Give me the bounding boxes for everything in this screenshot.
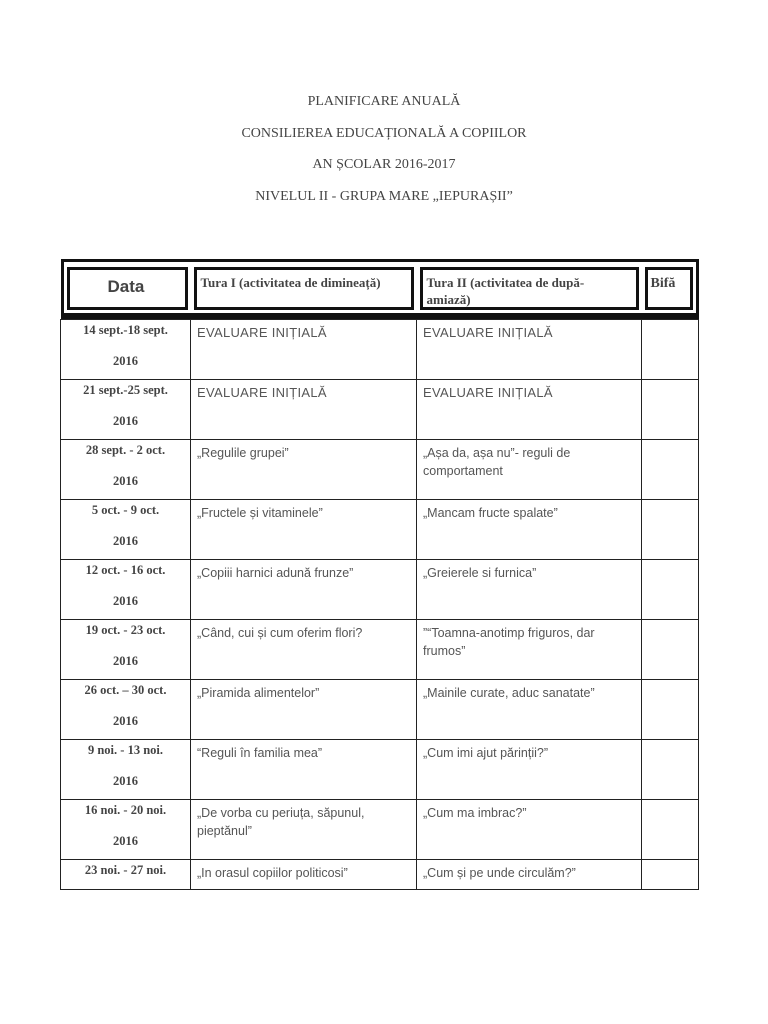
document-title: PLANIFICARE ANUALĂ — [307, 94, 461, 109]
tura1-cell: EVALUARE INIȚIALĂ — [191, 380, 417, 440]
table-row — [61, 380, 699, 440]
tura1-cell: „Regulile grupei” — [191, 440, 417, 500]
date-cell — [61, 740, 191, 800]
column-header-data: Data — [107, 277, 145, 296]
date-year: 2016 — [113, 414, 138, 428]
date-year: 2016 — [113, 354, 138, 368]
date-cell — [61, 680, 191, 740]
date-year: 2016 — [113, 774, 138, 788]
bifa-cell — [642, 500, 699, 560]
date-year: 2016 — [113, 714, 138, 728]
tura2-cell: ”“Toamna-anotimp friguros, dar frumos” — [417, 620, 642, 680]
header-cell-bifa — [642, 259, 699, 320]
header-cell-tura2 — [417, 259, 642, 320]
date-range: 9 noi. - 13 noi. — [87, 743, 163, 757]
school-year: AN ȘCOLAR 2016-2017 — [312, 157, 456, 172]
date-year: 2016 — [113, 654, 138, 668]
table-row — [61, 320, 699, 380]
table-row — [61, 740, 699, 800]
date-cell — [61, 440, 191, 500]
bifa-cell — [642, 860, 699, 890]
date-cell — [61, 380, 191, 440]
column-header-tura1: Tura I (activitatea de dimineață) — [200, 275, 381, 290]
bifa-cell — [642, 380, 699, 440]
date-cell — [61, 500, 191, 560]
bifa-cell — [642, 320, 699, 380]
date-range: 12 oct. - 16 oct. — [85, 563, 166, 577]
document-header — [0, 92, 768, 218]
planning-table — [60, 259, 699, 890]
bifa-cell — [642, 680, 699, 740]
table-row — [61, 560, 699, 620]
bifa-cell — [642, 740, 699, 800]
table-header-row — [61, 259, 699, 320]
table-row — [61, 800, 699, 860]
document-subtitle: CONSILIEREA EDUCAȚIONALĂ A COPIILOR — [241, 125, 527, 141]
date-cell — [61, 860, 191, 890]
bifa-cell — [642, 560, 699, 620]
tura2-cell: EVALUARE INIȚIALĂ — [417, 320, 642, 380]
tura2-cell: „Greierele si furnica” — [417, 560, 642, 620]
tura1-cell: „Fructele și vitaminele” — [191, 500, 417, 560]
date-cell — [61, 560, 191, 620]
bifa-cell — [642, 620, 699, 680]
table-row — [61, 500, 699, 560]
group-level: NIVELUL II - GRUPA MARE „IEPURAȘII” — [255, 188, 513, 204]
table-row — [61, 860, 699, 890]
tura1-cell: „Când, cui și cum oferim flori? — [191, 620, 417, 680]
date-range: 21 sept.-25 sept. — [83, 383, 168, 397]
table-row — [61, 620, 699, 680]
tura1-cell: „Copiii harnici adună frunze” — [191, 560, 417, 620]
tura2-cell: „Cum imi ajut părinții?” — [417, 740, 642, 800]
date-range: 14 sept.-18 sept. — [83, 323, 168, 337]
date-year: 2016 — [113, 594, 138, 608]
date-range: 5 oct. - 9 oct. — [91, 503, 160, 517]
tura2-cell: „Cum ma imbrac?” — [417, 800, 642, 860]
date-range: 19 oct. - 23 oct. — [85, 623, 166, 637]
date-range: 16 noi. - 20 noi. — [84, 803, 167, 817]
date-range: 28 sept. - 2 oct. — [85, 443, 166, 457]
tura2-cell: „Așa da, așa nu”- reguli de comportament — [417, 440, 642, 500]
tura1-cell: „De vorba cu periuța, săpunul, pieptănul” — [191, 800, 417, 860]
column-header-bifa: Bifă — [650, 276, 676, 291]
tura1-cell: EVALUARE INIȚIALĂ — [191, 320, 417, 380]
date-year: 2016 — [113, 834, 138, 848]
table-row — [61, 440, 699, 500]
tura1-cell: „In orasul copiilor politicosi” — [191, 860, 417, 890]
tura2-cell: „Cum și pe unde circulăm?” — [417, 860, 642, 890]
date-cell — [61, 800, 191, 860]
date-cell — [61, 620, 191, 680]
header-cell-data — [61, 259, 191, 320]
table-row — [61, 680, 699, 740]
bifa-cell — [642, 800, 699, 860]
date-range: 23 noi. - 27 noi. — [84, 863, 167, 877]
tura1-cell: „Piramida alimentelor” — [191, 680, 417, 740]
tura2-cell: „Mainile curate, aduc sanatate” — [417, 680, 642, 740]
header-cell-tura1 — [191, 259, 417, 320]
bifa-cell — [642, 440, 699, 500]
date-range: 26 oct. – 30 oct. — [84, 683, 167, 697]
tura1-cell: “Reguli în familia mea” — [191, 740, 417, 800]
tura2-cell: „Mancam fructe spalate” — [417, 500, 642, 560]
date-cell — [61, 320, 191, 380]
date-year: 2016 — [113, 474, 138, 488]
tura2-cell: EVALUARE INIȚIALĂ — [417, 380, 642, 440]
column-header-tura2: Tura II (activitatea de după-amiază) — [426, 275, 585, 307]
date-year: 2016 — [113, 534, 138, 548]
